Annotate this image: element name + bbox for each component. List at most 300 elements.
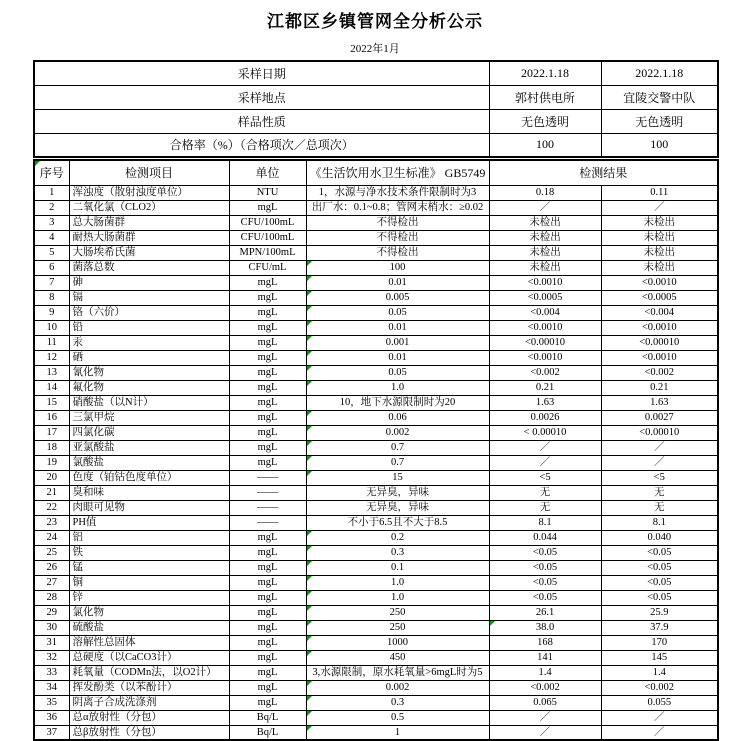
result1-cell: 未检出 [489,230,601,245]
excel-marker-icon [307,441,312,446]
result1-cell: 未检出 [489,215,601,230]
result2-cell: <0.0005 [601,290,718,305]
standard-cell: 1.0 [306,590,489,605]
result2-cell: <0.004 [601,305,718,320]
seq-cell: 36 [34,710,69,725]
excel-marker-icon [307,306,312,311]
table-row [34,485,718,500]
seq-cell: 6 [34,260,69,275]
item-cell: 溶解性总固体 [69,635,229,650]
standard-cell: 0.1 [306,560,489,575]
item-cell: 铅 [69,320,229,335]
table-row [34,245,718,260]
standard-cell: 0.01 [306,275,489,290]
standard-cell: 1.0 [306,575,489,590]
result1-cell: 未检出 [489,245,601,260]
excel-marker-icon [307,411,312,416]
excel-marker-icon [307,276,312,281]
table-row [34,290,718,305]
result1-cell: <0.05 [489,560,601,575]
analysis-table [33,159,719,741]
table-row [34,365,718,380]
table-row [34,230,718,245]
result2-cell: <0.002 [601,680,718,695]
result2-cell: ／ [601,200,718,215]
col-header-seq-label: 序号 [39,166,64,181]
result1-cell: 0.21 [489,380,601,395]
item-cell: 二氧化氯（CLO2） [69,200,229,215]
seq-cell: 4 [34,230,69,245]
excel-marker-icon [307,606,312,611]
seq-cell: 1 [34,185,69,200]
table-row [34,500,718,515]
table-row [34,695,718,710]
result1-cell: <0.05 [489,590,601,605]
result2-cell: ／ [601,440,718,455]
standard-cell: 1，水源与净水技术条件限制时为3 [306,185,489,200]
unit-cell: CFU/100mL [229,230,306,245]
result1-cell: 1.4 [489,665,601,680]
item-cell: 菌落总数 [69,260,229,275]
unit-cell: mgL [229,650,306,665]
excel-marker-icon [307,381,312,386]
standard-cell: 0.06 [306,410,489,425]
result1-cell: 168 [489,635,601,650]
unit-cell: mgL [229,455,306,470]
result2-cell: 170 [601,635,718,650]
seq-cell: 10 [34,320,69,335]
excel-marker-icon [490,621,495,626]
excel-marker-icon [307,561,312,566]
seq-cell: 31 [34,635,69,650]
result1-cell: <0.00010 [489,335,601,350]
item-cell: 氯化物 [69,605,229,620]
result1-cell: 0.044 [489,530,601,545]
seq-cell: 37 [34,725,69,740]
unit-cell: mgL [229,290,306,305]
standard-cell: 450 [306,650,489,665]
seq-cell: 33 [34,665,69,680]
info-value-site1: 2022.1.18 [489,61,601,85]
unit-cell: mgL [229,200,306,215]
standard-cell: 15 [306,470,489,485]
item-cell: 总大肠菌群 [69,215,229,230]
seq-cell: 23 [34,515,69,530]
unit-cell: mgL [229,320,306,335]
seq-cell: 14 [34,380,69,395]
result1-cell: 无 [489,500,601,515]
result2-cell: 145 [601,650,718,665]
result1-cell: 1.63 [489,395,601,410]
result2-cell: 37.9 [601,620,718,635]
result2-cell: <0.0010 [601,350,718,365]
standard-cell: 无异臭，异味 [306,500,489,515]
info-label: 采样地点 [34,85,489,109]
standard-cell: 0.3 [306,545,489,560]
standard-cell: 1.0 [306,380,489,395]
item-cell: PH值 [69,515,229,530]
excel-marker-icon [307,456,312,461]
seq-cell: 20 [34,470,69,485]
item-cell: 铁 [69,545,229,560]
unit-cell: mgL [229,530,306,545]
unit-cell: mgL [229,545,306,560]
standard-cell: 1000 [306,635,489,650]
table-row [34,530,718,545]
result2-cell: 未检出 [601,215,718,230]
result2-cell: ／ [601,455,718,470]
table-row [34,590,718,605]
item-cell: 氯酸盐 [69,455,229,470]
info-row [34,109,718,133]
item-cell: 硒 [69,350,229,365]
table-row [34,440,718,455]
table-row [34,635,718,650]
unit-cell: mgL [229,305,306,320]
table-row [34,620,718,635]
info-row [34,133,718,157]
excel-marker-icon [307,471,312,476]
standard-cell: 不小于6.5且不大于8.5 [306,515,489,530]
excel-marker-icon [35,161,40,166]
result2-cell: <0.00010 [601,335,718,350]
page-title: 江都区乡镇管网全分析公示 [267,12,483,31]
info-value-site1: 郭村供电所 [489,85,601,109]
item-cell: 阴离子合成洗涤剂 [69,695,229,710]
result1-cell: <0.0010 [489,275,601,290]
standard-cell: 出厂水：0.1~0.8；管网末梢水：≥0.02 [306,200,489,215]
seq-cell: 28 [34,590,69,605]
result1-cell: 0.0026 [489,410,601,425]
unit-cell: MPN/100mL [229,245,306,260]
col-header-seq [34,160,69,185]
seq-cell: 34 [34,680,69,695]
result1-cell: 0.18 [489,185,601,200]
result2-cell: 未检出 [601,230,718,245]
standard-cell: 不得检出 [306,215,489,230]
excel-marker-icon [307,621,312,626]
result1-cell: 8.1 [489,515,601,530]
item-cell: 镉 [69,290,229,305]
standard-cell: 250 [306,620,489,635]
unit-cell: mgL [229,365,306,380]
table-row [34,410,718,425]
standard-cell: 0.2 [306,530,489,545]
standard-cell: 0.002 [306,680,489,695]
seq-cell: 2 [34,200,69,215]
info-row [34,61,718,85]
unit-cell: mgL [229,695,306,710]
standard-cell: 0.001 [306,335,489,350]
result2-cell: 0.11 [601,185,718,200]
unit-cell: —— [229,515,306,530]
result2-cell: <0.05 [601,575,718,590]
unit-cell: mgL [229,575,306,590]
seq-cell: 21 [34,485,69,500]
result1-cell: 26.1 [489,605,601,620]
tables-container [33,60,718,741]
seq-cell: 35 [34,695,69,710]
table-row [34,335,718,350]
excel-marker-icon [307,696,312,701]
info-label: 采样日期 [34,61,489,85]
table-row [34,710,718,725]
sample-info-table [33,60,719,158]
unit-cell: mgL [229,605,306,620]
seq-cell: 27 [34,575,69,590]
unit-cell: mgL [229,350,306,365]
col-header-item: 检测项目 [69,160,229,185]
item-cell: 亚氯酸盐 [69,440,229,455]
table-row [34,560,718,575]
result2-cell: 未检出 [601,245,718,260]
analysis-header-row [34,160,718,185]
info-label: 合格率（%）（合格项次／总项次） [34,133,489,157]
table-row [34,470,718,485]
table-row [34,515,718,530]
seq-cell: 29 [34,605,69,620]
item-cell: 肉眼可见物 [69,500,229,515]
item-cell: 挥发酚类（以苯酚计） [69,680,229,695]
unit-cell: mgL [229,665,306,680]
info-value-site1: 无色透明 [489,109,601,133]
item-cell: 耗氧量（CODMn法，以O2计） [69,665,229,680]
table-row [34,185,718,200]
table-row [34,260,718,275]
result2-cell: 1.63 [601,395,718,410]
unit-cell: CFU/100mL [229,215,306,230]
col-header-unit: 单位 [229,160,306,185]
item-cell: 总β放射性（分包） [69,725,229,740]
standard-cell: 250 [306,605,489,620]
excel-marker-icon [307,711,312,716]
standard-cell: 0.05 [306,305,489,320]
table-row [34,425,718,440]
result1-cell: < 0.00010 [489,425,601,440]
result1-cell: <0.002 [489,365,601,380]
unit-cell: mgL [229,425,306,440]
result1-cell: 141 [489,650,601,665]
excel-marker-icon [307,321,312,326]
unit-cell: mgL [229,590,306,605]
unit-cell: mgL [229,395,306,410]
excel-marker-icon [307,531,312,536]
result1-cell: <0.004 [489,305,601,320]
item-cell: 三氯甲烷 [69,410,229,425]
result2-cell: 25.9 [601,605,718,620]
standard-cell: 0.3 [306,695,489,710]
info-value-site2: 无色透明 [601,109,718,133]
item-cell: 色度（铂钴色度单位） [69,470,229,485]
seq-cell: 12 [34,350,69,365]
table-row [34,215,718,230]
standard-cell: 10，地下水源限制时为20 [306,395,489,410]
standard-cell: 0.05 [306,365,489,380]
unit-cell: —— [229,470,306,485]
seq-cell: 16 [34,410,69,425]
excel-marker-icon [307,291,312,296]
seq-cell: 5 [34,245,69,260]
result2-cell: 1.4 [601,665,718,680]
unit-cell: mgL [229,380,306,395]
report-month: 2022年1月 [350,43,400,55]
table-row [34,650,718,665]
result2-cell: 无 [601,485,718,500]
item-cell: 四氯化碳 [69,425,229,440]
item-cell: 浑浊度（散射浊度单位） [69,185,229,200]
item-cell: 锰 [69,560,229,575]
item-cell: 硫酸盐 [69,620,229,635]
table-row [34,395,718,410]
excel-marker-icon [307,636,312,641]
result1-cell: ／ [489,710,601,725]
result2-cell: 0.0027 [601,410,718,425]
seq-cell: 32 [34,650,69,665]
table-row [34,605,718,620]
result2-cell: ／ [601,725,718,740]
table-row [34,320,718,335]
result1-cell: ／ [489,455,601,470]
table-row [34,380,718,395]
item-cell: 铬（六价） [69,305,229,320]
result1-cell: <5 [489,470,601,485]
seq-cell: 17 [34,425,69,440]
table-row [34,350,718,365]
result1-cell: 0.065 [489,695,601,710]
seq-cell: 9 [34,305,69,320]
seq-cell: 11 [34,335,69,350]
standard-cell: 100 [306,260,489,275]
result2-cell: <0.05 [601,545,718,560]
result1-cell: 无 [489,485,601,500]
excel-marker-icon [307,726,312,731]
seq-cell: 19 [34,455,69,470]
result1-cell: 未检出 [489,260,601,275]
result2-cell: <0.05 [601,560,718,575]
excel-marker-icon [307,351,312,356]
unit-cell: mgL [229,560,306,575]
table-row [34,200,718,215]
info-value-site2: 宜陵交警中队 [601,85,718,109]
unit-cell: mgL [229,275,306,290]
result2-cell: <0.002 [601,365,718,380]
item-cell: 总α放射性（分包） [69,710,229,725]
result1-cell: ／ [489,200,601,215]
unit-cell: Bq/L [229,725,306,740]
result2-cell: 0.055 [601,695,718,710]
standard-cell: 无异臭，异味 [306,485,489,500]
col-header-standard: 《生活饮用水卫生标准》 GB5749 [306,160,489,185]
unit-cell: Bq/L [229,710,306,725]
item-cell: 铝 [69,530,229,545]
standard-cell: 0.01 [306,320,489,335]
result2-cell: <0.0010 [601,275,718,290]
info-label: 样品性质 [34,109,489,133]
item-cell: 汞 [69,335,229,350]
unit-cell: CFU/mL [229,260,306,275]
table-row [34,305,718,320]
result1-cell: <0.0010 [489,320,601,335]
unit-cell: mgL [229,620,306,635]
result1-cell: 38.0 [489,620,601,635]
result2-cell: ／ [601,710,718,725]
result2-cell: 8.1 [601,515,718,530]
table-row [34,575,718,590]
item-cell: 耐热大肠菌群 [69,230,229,245]
info-value-site2: 100 [601,133,718,157]
unit-cell: NTU [229,185,306,200]
item-cell: 臭和味 [69,485,229,500]
standard-cell: 0.01 [306,350,489,365]
unit-cell: mgL [229,410,306,425]
item-cell: 总硬度（以CaCO3计） [69,650,229,665]
standard-cell: 0.7 [306,440,489,455]
result1-cell: <0.05 [489,545,601,560]
unit-cell: —— [229,500,306,515]
seq-cell: 25 [34,545,69,560]
seq-cell: 7 [34,275,69,290]
standard-cell: 不得检出 [306,230,489,245]
unit-cell: mgL [229,635,306,650]
result1-cell: <0.05 [489,575,601,590]
excel-marker-icon [307,591,312,596]
unit-cell: —— [229,485,306,500]
seq-cell: 8 [34,290,69,305]
info-value-site2: 2022.1.18 [601,61,718,85]
result2-cell: <5 [601,470,718,485]
excel-marker-icon [307,576,312,581]
info-row [34,85,718,109]
item-cell: 锌 [69,590,229,605]
result2-cell: 0.040 [601,530,718,545]
table-row [34,680,718,695]
result2-cell: 无 [601,500,718,515]
result1-cell: <0.0005 [489,290,601,305]
item-cell: 砷 [69,275,229,290]
standard-cell: 0.7 [306,455,489,470]
result1-cell: <0.0010 [489,350,601,365]
standard-cell: 0.5 [306,710,489,725]
result2-cell: <0.00010 [601,425,718,440]
item-cell: 硝酸盐（以N计） [69,395,229,410]
seq-cell: 18 [34,440,69,455]
seq-cell: 22 [34,500,69,515]
item-cell: 铜 [69,575,229,590]
info-value-site1: 100 [489,133,601,157]
seq-cell: 13 [34,365,69,380]
unit-cell: mgL [229,680,306,695]
result2-cell: <0.0010 [601,320,718,335]
result2-cell: <0.05 [601,590,718,605]
table-row [34,455,718,470]
standard-cell: 3,水源限制，原水耗氧量>6mgL时为5 [306,665,489,680]
result1-cell: ／ [489,440,601,455]
seq-cell: 30 [34,620,69,635]
excel-marker-icon [307,426,312,431]
seq-cell: 3 [34,215,69,230]
excel-marker-icon [307,261,312,266]
table-row [34,725,718,740]
table-row [34,665,718,680]
standard-cell: 1 [306,725,489,740]
excel-marker-icon [307,546,312,551]
seq-cell: 15 [34,395,69,410]
excel-marker-icon [307,336,312,341]
result1-cell: <0.002 [489,680,601,695]
seq-cell: 24 [34,530,69,545]
item-cell: 氟化物 [69,380,229,395]
standard-cell: 不得检出 [306,245,489,260]
